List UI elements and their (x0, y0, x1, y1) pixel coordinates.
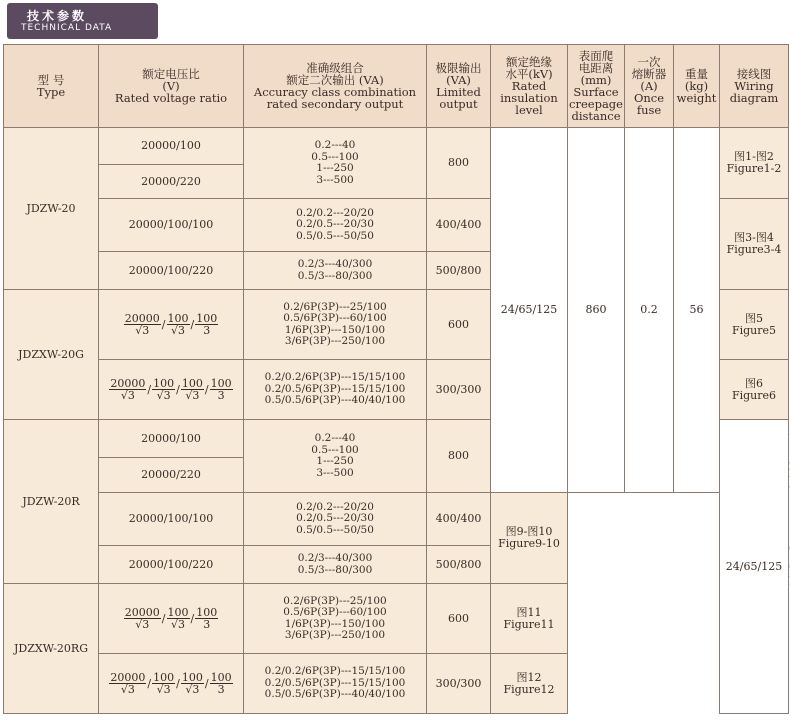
limited-cell: 600 (427, 290, 491, 360)
type-cell: JDZXW-20RG (4, 584, 99, 714)
ratio-cell: 20000/100/220 (99, 252, 244, 290)
wiring-cell: 图1-图2 Figure1-2 (720, 128, 789, 199)
wiring-cell: 图6 Figure6 (720, 360, 789, 420)
technical-data-table (3, 44, 789, 714)
limited-cell: 300/300 (427, 654, 491, 714)
accuracy-cell: 0.2/6P(3P)---25/100 0.5/6P(3P)---60/100 1/6P(3P)---150/100 3/6P(3P)---250/100 (244, 584, 427, 654)
header-wiring: 接线图 Wiring diagram (720, 45, 789, 128)
banner-title-cn: 技术参数 (27, 9, 88, 23)
ratio-cell: 20000/220 (99, 165, 244, 199)
limited-cell: 500/800 (427, 252, 491, 290)
header-limited: 极限输出 (VA) Limited output (427, 45, 491, 128)
table-row (4, 128, 789, 165)
table-row (4, 584, 789, 654)
ratio-cell: 20000/100 (99, 128, 244, 165)
header-fuse: 一次 熔断器 (A) Once fuse (625, 45, 674, 128)
creepage-cell: 860 (568, 128, 625, 493)
header-creepage: 表面爬 电距离 (mm) Surface creepage distance (568, 45, 625, 128)
header-accuracy: 准确级组合 额定二次输出 (VA) Accuracy class combination rated secondary output (244, 45, 427, 128)
weight-cell: 56 (674, 128, 720, 493)
accuracy-cell: 0.2/6P(3P)---25/100 0.5/6P(3P)---60/100 1/6P(3P)---150/100 3/6P(3P)---250/100 (244, 290, 427, 360)
wiring-cell: 图9-图10 Figure9-10 (491, 493, 568, 584)
ratio-cell: 20000/100/220 (99, 546, 244, 584)
header-weight: 重量 (kg) weight (674, 45, 720, 128)
section-banner (7, 3, 158, 39)
ratio-fraction-cell: $\frac{20000}{√3}$ / $\frac{100}{√3}$ / $\frac{100}{√3}$ / $\frac{100}{3}$ (99, 360, 244, 420)
limited-cell: 500/800 (427, 546, 491, 584)
limited-cell: 800 (427, 420, 491, 493)
table-row (4, 546, 789, 584)
ratio-fraction-cell: $\frac{20000}{√3}$ / $\frac{100}{√3}$ / $\frac{100}{3}$ (99, 290, 244, 360)
header-ratio: 额定电压比 (V) Rated voltage ratio (99, 45, 244, 128)
accuracy-cell: 0.2/0.2/6P(3P)---15/15/100 0.2/0.5/6P(3P)---15/15/100 0.5/0.5/6P(3P)---40/40/100 (244, 654, 427, 714)
limited-cell: 400/400 (427, 199, 491, 252)
accuracy-cell: 0.2---40 0.5---100 1---250 3---500 (244, 128, 427, 199)
accuracy-cell: 0.2/0.2/6P(3P)---15/15/100 0.2/0.5/6P(3P)---15/15/100 0.5/0.5/6P(3P)---40/40/100 (244, 360, 427, 420)
table-row (4, 654, 789, 714)
accuracy-cell: 0.2---40 0.5---100 1---250 3---500 (244, 420, 427, 493)
limited-cell: 800 (427, 128, 491, 199)
header-row (4, 45, 789, 128)
insulation-cell: 24/65/125 (491, 128, 568, 493)
insulation-cell: 24/65/125 (720, 420, 789, 714)
header-insulation: 额定绝缘 水平(kV) Rated insulation level (491, 45, 568, 128)
accuracy-cell: 0.2/3---40/300 0.5/3---80/300 (244, 252, 427, 290)
ratio-cell: 20000/100 (99, 420, 244, 458)
wiring-cell: 图5 Figure5 (720, 290, 789, 360)
limited-cell: 300/300 (427, 360, 491, 420)
accuracy-cell: 0.2/3---40/300 0.5/3---80/300 (244, 546, 427, 584)
ratio-fraction-cell: $\frac{20000}{√3}$ / $\frac{100}{√3}$ / $\frac{100}{3}$ (99, 584, 244, 654)
table-row (4, 493, 789, 546)
ratio-cell: 20000/220 (99, 458, 244, 493)
limited-cell: 600 (427, 584, 491, 654)
wiring-cell: 图12 Figure12 (491, 654, 568, 714)
type-cell: JDZXW-20G (4, 290, 99, 420)
type-cell: JDZW-20 (4, 128, 99, 290)
ratio-cell: 20000/100/100 (99, 199, 244, 252)
limited-cell: 400/400 (427, 493, 491, 546)
wiring-cell: 图3-图4 Figure3-4 (720, 199, 789, 290)
ratio-fraction-cell: $\frac{20000}{√3}$ / $\frac{100}{√3}$ / $\frac{100}{√3}$ / $\frac{100}{3}$ (99, 654, 244, 714)
accuracy-cell: 0.2/0.2---20/20 0.2/0.5---20/30 0.5/0.5---50/50 (244, 493, 427, 546)
fuse-cell: 0.2 (625, 128, 674, 493)
type-cell: JDZW-20R (4, 420, 99, 584)
accuracy-cell: 0.2/0.2---20/20 0.2/0.5---20/30 0.5/0.5---50/50 (244, 199, 427, 252)
wiring-cell: 图11 Figure11 (491, 584, 568, 654)
ratio-cell: 20000/100/100 (99, 493, 244, 546)
banner-title-en: TECHNICAL DATA (21, 23, 113, 33)
header-type: 型 号 Type (4, 45, 99, 128)
